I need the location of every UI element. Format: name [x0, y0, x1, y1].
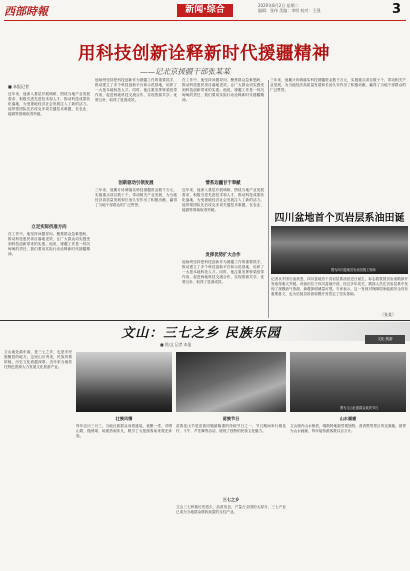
- oil-story-body: 记者从中国石油获悉，四川盆地首个页岩层系油田近日诞生，标志着我国页岩油勘探开发取得重大突破。该油田位于四川盆地中部，经过多年攻关，勘探人员在页岩层系中发现了规模油气资源，新增探明储量可观。专家表示，这一发现对保障国家能源安全具有重要意义，也为后续页岩油规模开发奠定了坚实基础。: [271, 277, 408, 296]
- culture-block-4: 文山境内山水相依，喀斯特地貌景观独特，普者黑等景区风光旖旎，被誉为山水画廊，每年接待游客数以百万计。: [290, 424, 406, 433]
- culture-tag: 文化·旅游: [365, 335, 405, 344]
- header-rule: [4, 20, 406, 21]
- main-subtitle-1: 立足实际找准方向: [31, 225, 67, 230]
- main-column-2b: 三年来，他累计协调落实科技援疆资金数千万元，实施重点项目数十个，带动相关产业发展，为当地经济高质量发展和长治久安作出了积极贡献，赢得了当地干部群众的广泛赞誉。: [95, 188, 177, 207]
- culture-block-title-3: 三七之乡: [222, 497, 240, 502]
- main-column-2: 他始终坚持把科技创新作为援疆工作的重要抓手，推动建立了多个科技创新平台和示范基地，培养了一大批本地科技人才。同时，他注重发挥桥梁纽带作用，促进两地科技交流合作，实现资源共享、优势互补，取得了显著成效。: [95, 78, 177, 102]
- culture-block-title-4: 山水画廊: [339, 416, 357, 421]
- section-rule: [0, 320, 410, 321]
- masthead-logo: 西部時報: [4, 5, 48, 18]
- main-column-3: 在工作中，他坚持问题导向，聚焦群众急难愁盼，推动科技惠民项目落地见效，让广大群众切实感受到科技创新带来的实惠。他说，援疆工作是一份沉甸甸的责任，我们要用实际行动诠释新时代援疆精神。: [182, 78, 264, 102]
- culture-block-3: 文山三七种植历史悠久，品质优良，产量占全国的大部分，三七产业已成为当地群众增收致富的支柱产业。: [176, 505, 286, 514]
- main-column-1: 近年来，他深入基层开展调研，围绕当地产业发展需求，积极引进先进技术和人才，推动科技成果转化落地，为受援地经济社会发展注入了新的活力。他带领团队先后攻克多项关键技术难题，在农业、能源等领域取得突破。: [8, 92, 90, 116]
- main-column-1b: 在工作中，他坚持问题导向，聚焦群众急难愁盼，推动科技惠民项目落地见效，让广大群众切实感受到科技创新带来的实惠。他说，援疆工作是一份沉甸甸的责任，我们要用实际行动诠释新时代援疆精神。: [8, 232, 90, 256]
- main-subtitle-3: 情系边疆甘于奉献: [205, 181, 241, 186]
- culture-title: 文山：三七之乡 民族乐园: [121, 326, 281, 341]
- page-info-line1: 2020年8月2日 星期二: [258, 3, 299, 8]
- page-info: [258, 3, 388, 17]
- culture-photo-caption: 图为文山壮族群众欢庆节日: [340, 406, 379, 410]
- section-tag: 新闻·综合: [177, 4, 233, 17]
- culture-block-title-1: 壮族风情: [115, 416, 133, 421]
- oil-story-footer: （张某）: [380, 312, 396, 317]
- culture-photo-2: [176, 352, 286, 412]
- main-column-3c: 他始终坚持把科技创新作为援疆工作的重要抓手，推动建立了多个科技创新平台和示范基地，培养了一大批本地科技人才。同时，他注重发挥桥梁纽带作用，促进两地科技交流合作，实现资源共享、优势互补，取得了显著成效。: [182, 260, 264, 284]
- culture-block-title-2: 苗族节日: [222, 416, 240, 421]
- main-column-4: 三年来，他累计协调落实科技援疆资金数千万元，实施重点项目数十个，带动相关产业发展，为当地经济高质量发展和长治久安作出了积极贡献，赢得了当地干部群众的广泛赞誉。: [270, 78, 406, 92]
- oil-photo-caption: 图为四川盆地页岩油田施工现场: [331, 268, 376, 272]
- main-column-3b: 近年来，他深入基层开展调研，围绕当地产业发展需求，积极引进先进技术和人才，推动科技成果转化落地，为受援地经济社会发展注入了新的活力。他带领团队先后攻克多项关键技术难题，在农业、能源等领域取得突破。: [182, 188, 264, 212]
- page-number: 3: [392, 2, 402, 17]
- main-headline: 用科技创新诠释新时代援疆精神: [78, 44, 330, 64]
- culture-intro: 文山地处滇东南，是三七之乡，也是多民族聚居的地方。这里山川秀美，民族风情浓郁，历史文化底蕴深厚，近年来当地依托特色资源大力发展文化旅游产业。: [4, 350, 72, 369]
- column-divider: [268, 80, 269, 318]
- culture-photo-1: [76, 352, 172, 412]
- page-info-line2: 编辑：张伟 美编：李明 校对：王强: [258, 8, 321, 13]
- main-byline: ■ 本报记者: [8, 84, 30, 89]
- main-subhead: ——记北京援疆干部张某某: [140, 67, 230, 76]
- culture-subtitle: ■ 图/文 记者 本报: [160, 342, 192, 347]
- culture-photo-3: [290, 352, 406, 412]
- culture-block-1: 每年农历三月三，当地壮族群众身着盛装，欢聚一堂，对唱山歌，抛绣球，场面热闹非凡，吸引了大批游客前来观光体验。: [76, 424, 172, 438]
- main-subtitle-4: 发挥优势扩大合作: [205, 253, 241, 258]
- culture-block-2: 苗族花山节是苗族同胞最隆重的传统节日之一，节日期间举行爬花杆、斗牛、芦笙舞等活动，展现了独特的民族文化魅力。: [176, 424, 286, 433]
- oil-field-photo: [271, 226, 408, 274]
- oil-story-title: 四川盆地首个页岩层系油田诞: [274, 213, 405, 224]
- main-subtitle-2: 创新驱动引领发展: [118, 181, 154, 186]
